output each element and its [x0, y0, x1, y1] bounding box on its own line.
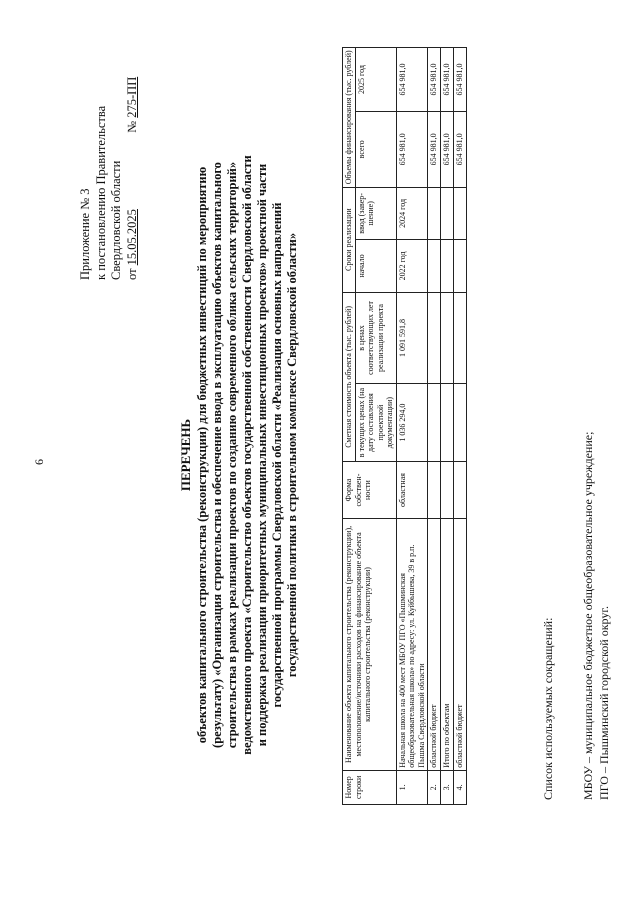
cell-ownership — [441, 461, 454, 518]
appendix-line-2: к постановлению Правительства — [93, 105, 108, 280]
header-year-2025: 2025 год — [355, 48, 396, 112]
appendix-line-1: Приложение № 3 — [78, 188, 92, 280]
table-row — [454, 48, 467, 805]
page-number: 6 — [32, 459, 46, 465]
cell-total: 654 981,0 — [428, 112, 441, 187]
header-start: начало — [355, 240, 396, 293]
cell-cost-project — [428, 292, 441, 383]
cell-total: 654 981,0 — [454, 112, 467, 187]
cell-finish: 2024 год — [396, 187, 428, 240]
header-finish: ввод (завер-шение) — [355, 187, 396, 240]
title-heading: ПЕРЕЧЕНЬ — [178, 418, 193, 492]
cell-start: 2022 год — [396, 240, 428, 293]
cell-cost-project: 1 091 591,8 — [396, 292, 428, 383]
cell-year-2025: 654 981,0 — [454, 48, 467, 112]
cell-ownership — [454, 461, 467, 518]
abbreviations-heading: Список используемых сокращений: — [541, 617, 555, 800]
appendix-date-line — [125, 77, 141, 280]
cell-year-2025: 654 981,0 — [428, 48, 441, 112]
cell-no: 4. — [454, 770, 467, 804]
appendix-number: 275-ПП — [124, 76, 139, 118]
objects-table — [342, 47, 467, 805]
table-row — [441, 48, 454, 805]
header-cost-project: в ценах соответствующих лет реализации проекта — [355, 292, 396, 383]
cell-name: областной бюджет — [454, 519, 467, 771]
title-line: объектов капитального строительства (реконструкции) для бюджетных инвестиций по мероприятию — [195, 166, 209, 744]
header-terms-group: Сроки реализации — [343, 187, 356, 292]
cell-no: 1. — [396, 770, 428, 804]
header-name: Наименование объекта капитального строительства (реконструкции), местоположение/источники расходов на финансирование объекта капитального строительства (реконструкции) — [343, 519, 397, 771]
cell-cost-current — [454, 384, 467, 462]
cell-total: 654 981,0 — [441, 112, 454, 187]
title-line: ведомственного проекта «Строительство объектов государственной собственности Свердловской области — [240, 155, 254, 755]
date-prefix: от — [124, 268, 139, 280]
cell-cost-current — [428, 384, 441, 462]
document-title — [178, 115, 300, 795]
header-total: всего — [355, 112, 396, 187]
abbreviation-item: ПГО – Пышминский городской округ. — [597, 606, 611, 800]
title-line: государственной программы Свердловской области «Реализация основных направлений — [270, 202, 284, 708]
cell-start — [428, 240, 441, 293]
cell-finish — [428, 187, 441, 240]
title-line: и поддержка реализации приоритетных муниципальных инвестиционных проектов» проектной части — [255, 163, 269, 747]
cell-year-2025: 654 981,0 — [441, 48, 454, 112]
appendix-line-3: Свердловской области — [109, 160, 123, 280]
number-prefix: № — [124, 120, 139, 133]
appendix-block — [78, 77, 140, 280]
cell-no: 2. — [428, 770, 441, 804]
cell-name: областной бюджет — [428, 519, 441, 771]
cell-finish — [454, 187, 467, 240]
header-cost-current: в текущих ценах (на дату составления проектной документации) — [355, 384, 396, 462]
table-row — [428, 48, 441, 805]
header-cost-group: Сметная стоимость объекта (тыс. рублей) — [343, 292, 356, 461]
cell-cost-project — [454, 292, 467, 383]
cell-name: Итого по объектам — [441, 519, 454, 771]
header-funding-group: Объемы финансирования (тыс. рублей) — [343, 48, 356, 188]
cell-cost-current — [441, 384, 454, 462]
cell-name: Начальная школа на 400 мест МБОУ ПГО «Пышминская общеобразовательная школа» по адресу: ул. Куйбышева, 39 в р.п. Пышма Свердловской области — [396, 519, 428, 771]
abbreviations-block — [540, 432, 612, 800]
cell-finish — [441, 187, 454, 240]
cell-no: 3. — [441, 770, 454, 804]
cell-ownership — [428, 461, 441, 518]
table-row — [396, 48, 428, 805]
cell-total: 654 981,0 — [396, 112, 428, 187]
title-line: государственной политики в строительном комплексе Свердловской области» — [285, 232, 299, 678]
cell-start — [441, 240, 454, 293]
cell-year-2025: 654 981,0 — [396, 48, 428, 112]
cell-cost-current: 1 036 294,0 — [396, 384, 428, 462]
cell-start — [454, 240, 467, 293]
appendix-date: 15.05.2025 — [124, 209, 139, 266]
cell-ownership: областная — [396, 461, 428, 518]
title-line: строительства в рамках реализации проектов по созданию современного облика сельских территорий» — [225, 161, 239, 749]
header-row-no: Номер строки — [343, 770, 397, 804]
abbreviation-item: МБОУ – муниципальное бюджетное общеобразовательное учреждение; — [581, 431, 595, 800]
header-ownership: Форма собствен-ности — [343, 461, 397, 518]
cell-cost-project — [441, 292, 454, 383]
title-line: (результату) «Организация строительства и обеспечение ввода в эксплуатацию объектов капитального — [210, 162, 224, 748]
